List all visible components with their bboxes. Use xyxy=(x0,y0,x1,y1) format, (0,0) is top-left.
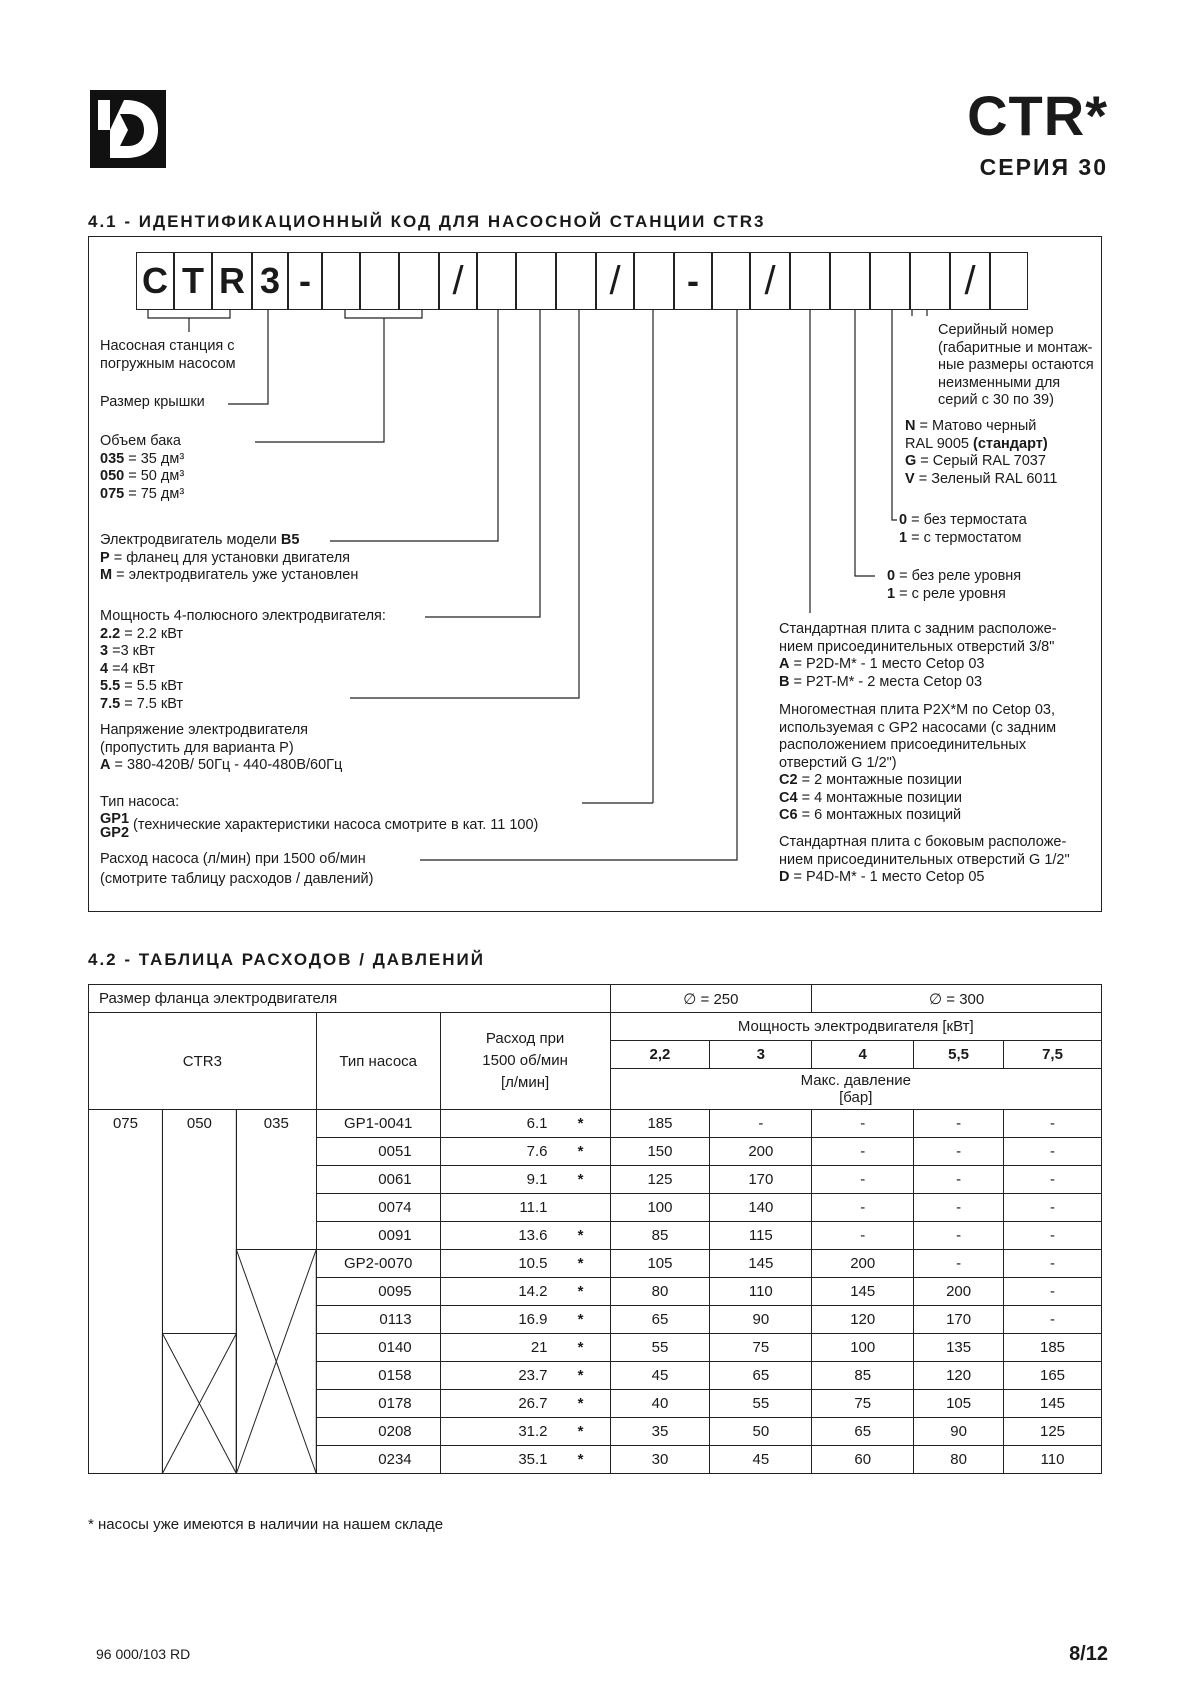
flange-250: ∅ = 250 xyxy=(610,985,812,1013)
pressure-cell: - xyxy=(812,1166,914,1194)
flow-number: 10.5 xyxy=(518,1255,548,1272)
label-color: N = Матово черный RAL 9005 (стандарт) G = Серый RAL 7037 V = Зеленый RAL 6011 xyxy=(905,418,1058,487)
pump-code: 0051 xyxy=(316,1138,440,1166)
pressure-cell: 65 xyxy=(812,1418,914,1446)
label-station: Насосная станция с погружным насосом xyxy=(100,338,236,372)
power-4: 4 xyxy=(812,1041,914,1069)
pump-code: 0095 xyxy=(316,1278,440,1306)
pressure-cell: 200 xyxy=(710,1138,812,1166)
pressure-cell: - xyxy=(812,1110,914,1138)
pressure-cell: - xyxy=(914,1110,1004,1138)
label-power: Мощность 4-полюсного электродвигателя: 2.2 = 2.2 кВт 3 =3 кВт 4 =4 кВт 5.5 = 5.5 кВт 7.5 = 7.5 кВт xyxy=(100,608,386,712)
pump-type-header: Тип насоса xyxy=(316,1013,440,1110)
pressure-cell: - xyxy=(1004,1306,1102,1334)
pressure-cell: - xyxy=(914,1194,1004,1222)
section-title-code: 4.1 - ИДЕНТИФИКАЦИОННЫЙ КОД ДЛЯ НАСОСНОЙ СТАНЦИИ CTR3 xyxy=(88,212,766,231)
pressure-cell: 125 xyxy=(610,1166,710,1194)
stock-star: * xyxy=(577,1115,584,1132)
code-cell: R xyxy=(212,252,252,310)
pressure-cell: 185 xyxy=(610,1110,710,1138)
code-cell: / xyxy=(596,252,634,310)
label-thermostat: 0 = без термостата 1 = с термостатом xyxy=(899,512,1027,546)
tank-size-2: 035 xyxy=(236,1110,316,1138)
flow-number: 26.7 xyxy=(518,1395,548,1412)
label-multi-plate: Многоместная плита P2X*M по Cetop 03, используемая с GP2 насосами (с задним расположением присоединительных отверстий G 1/2") C2 = 2 монтажные позиции C4 = 4 монтажные позиции C6 = 6 монтажных позиций xyxy=(779,702,1057,823)
stock-star: * xyxy=(577,1339,584,1356)
stock-star: * xyxy=(577,1367,584,1384)
label-serial: Серийный номер (габаритные и монтаж- ные размеры остаются неизменными для серий с 30 по 39) xyxy=(938,322,1094,408)
stock-star: * xyxy=(577,1255,584,1272)
pressure-cell: 145 xyxy=(710,1250,812,1278)
pressure-cell: 170 xyxy=(914,1306,1004,1334)
pressure-cell: 135 xyxy=(914,1334,1004,1362)
pressure-cell: - xyxy=(1004,1222,1102,1250)
pressure-cell: - xyxy=(914,1250,1004,1278)
pressure-cell: 145 xyxy=(812,1278,914,1306)
code-cell: C xyxy=(136,252,174,310)
pressure-cell: 140 xyxy=(710,1194,812,1222)
label-voltage: Напряжение электродвигателя (пропустить для варианта P) A = 380-420В/ 50Гц - 440-480В/60Гц xyxy=(100,722,343,773)
pressure-cell: 45 xyxy=(610,1362,710,1390)
code-cell: / xyxy=(439,252,477,310)
pressure-cell: 75 xyxy=(812,1390,914,1418)
pressure-cell: 200 xyxy=(914,1278,1004,1306)
code-cell: - xyxy=(674,252,712,310)
pressure-cell: - xyxy=(812,1222,914,1250)
brand-title: CTR* xyxy=(967,84,1108,147)
flow-number: 13.6 xyxy=(518,1227,548,1244)
power-2-2: 2,2 xyxy=(610,1041,710,1069)
label-pump-type: Тип насоса: GP1 GP2 (технические характеристики насоса смотрите в кат. 11 100) xyxy=(100,794,539,841)
code-cell: / xyxy=(750,252,790,310)
cross-out xyxy=(162,1334,236,1474)
pressure-cell: 185 xyxy=(1004,1334,1102,1362)
pressure-cell: 55 xyxy=(710,1390,812,1418)
footnote: * насосы уже имеются в наличии на нашем складе xyxy=(88,1516,444,1533)
pressure-cell: - xyxy=(914,1222,1004,1250)
pressure-cell: 85 xyxy=(812,1362,914,1390)
page-number: 8/12 xyxy=(1069,1643,1108,1665)
flange-300: ∅ = 300 xyxy=(812,985,1102,1013)
pump-code: GP1-0041 xyxy=(316,1110,440,1138)
label-flow: Расход насоса (л/мин) при 1500 об/мин (смотрите таблицу расходов / давлений) xyxy=(100,851,374,887)
pump-code: 0178 xyxy=(316,1390,440,1418)
pressure-cell: - xyxy=(914,1166,1004,1194)
pressure-cell: - xyxy=(1004,1138,1102,1166)
pressure-cell: - xyxy=(812,1138,914,1166)
pressure-cell: 75 xyxy=(710,1334,812,1362)
flow-number: 7.6 xyxy=(526,1143,548,1160)
code-cell: 3 xyxy=(252,252,288,310)
pressure-cell: 90 xyxy=(914,1418,1004,1446)
flow-header: Расход при 1500 об/мин [л/мин] xyxy=(440,1013,610,1110)
stock-star: * xyxy=(577,1423,584,1440)
max-pressure-header: Макс. давление [бар] xyxy=(610,1069,1101,1110)
pressure-cell: 80 xyxy=(914,1446,1004,1474)
pressure-cell: - xyxy=(1004,1194,1102,1222)
stock-star: * xyxy=(577,1451,584,1468)
pressure-cell: 65 xyxy=(710,1362,812,1390)
pressure-cell: 40 xyxy=(610,1390,710,1418)
label-cover: Размер крышки xyxy=(100,394,205,410)
cross-out xyxy=(236,1250,316,1474)
pressure-cell: 145 xyxy=(1004,1390,1102,1418)
tank-size-1: 050 xyxy=(162,1110,236,1138)
pressure-cell: 65 xyxy=(610,1306,710,1334)
code-cell: / xyxy=(950,252,990,310)
stock-star: * xyxy=(577,1171,584,1188)
document-number: 96 000/103 RD xyxy=(96,1646,191,1662)
power-3: 3 xyxy=(710,1041,812,1069)
pressure-cell: - xyxy=(1004,1166,1102,1194)
pump-code: 0234 xyxy=(316,1446,440,1474)
pump-code: 0091 xyxy=(316,1222,440,1250)
pressure-cell: - xyxy=(812,1194,914,1222)
flow-number: 14.2 xyxy=(518,1283,548,1300)
flange-label: Размер фланца электродвигателя xyxy=(89,985,611,1013)
pressure-cell: 150 xyxy=(610,1138,710,1166)
power-header: Мощность электродвигателя [кВт] xyxy=(610,1013,1101,1041)
flow-number: 16.9 xyxy=(518,1311,548,1328)
flow-number: 23.7 xyxy=(518,1367,548,1384)
pressure-cell: 85 xyxy=(610,1222,710,1250)
pressure-cell: - xyxy=(1004,1110,1102,1138)
pressure-cell: 115 xyxy=(710,1222,812,1250)
pressure-cell: 45 xyxy=(710,1446,812,1474)
label-level: 0 = без реле уровня 1 = с реле уровня xyxy=(887,568,1022,602)
stock-star: * xyxy=(577,1227,584,1244)
pressure-cell: - xyxy=(1004,1250,1102,1278)
pressure-cell: 100 xyxy=(812,1334,914,1362)
pressure-cell: 170 xyxy=(710,1166,812,1194)
label-tank: Объем бака 035 = 35 дм³ 050 = 50 дм³ 075 = 75 дм³ xyxy=(100,433,185,502)
flow-number: 21 xyxy=(530,1339,548,1356)
flow-number: 9.1 xyxy=(526,1171,548,1188)
stock-star: * xyxy=(577,1143,584,1160)
ctr3-header: CTR3 xyxy=(89,1013,317,1110)
pressure-cell: 35 xyxy=(610,1418,710,1446)
stock-star: * xyxy=(577,1283,584,1300)
flow-number: 35.1 xyxy=(518,1451,548,1468)
pressure-cell: 120 xyxy=(812,1306,914,1334)
pressure-cell: 90 xyxy=(710,1306,812,1334)
pressure-cell: 60 xyxy=(812,1446,914,1474)
pressure-cell: - xyxy=(914,1138,1004,1166)
pump-code: 0208 xyxy=(316,1418,440,1446)
tank-size-0: 075 xyxy=(89,1110,163,1138)
pressure-cell: 105 xyxy=(610,1250,710,1278)
label-side-plate: Стандартная плита с боковым расположе- нием присоединительных отверстий G 1/2" D = P4D-M* - 1 место Cetop 05 xyxy=(779,834,1070,885)
pressure-cell: 110 xyxy=(710,1278,812,1306)
pressure-cell: - xyxy=(710,1110,812,1138)
pressure-cell: 50 xyxy=(710,1418,812,1446)
power-5-5: 5,5 xyxy=(914,1041,1004,1069)
pressure-cell: 100 xyxy=(610,1194,710,1222)
flow-number: 6.1 xyxy=(526,1115,548,1132)
label-motor-model: Электродвигатель модели B5 P = фланец для установки двигателя M = электродвигатель уже установлен xyxy=(100,532,359,583)
stock-star: * xyxy=(577,1395,584,1412)
pressure-cell: 80 xyxy=(610,1278,710,1306)
brand-subtitle: СЕРИЯ 30 xyxy=(979,154,1108,180)
pressure-cell: 200 xyxy=(812,1250,914,1278)
power-7-5: 7,5 xyxy=(1004,1041,1102,1069)
pressure-cell: 120 xyxy=(914,1362,1004,1390)
stock-star: * xyxy=(577,1311,584,1328)
pump-code: 0074 xyxy=(316,1194,440,1222)
pressure-cell: 30 xyxy=(610,1446,710,1474)
flow-number: 11.1 xyxy=(519,1199,548,1216)
flow-number: 31.2 xyxy=(518,1423,548,1440)
code-cell: - xyxy=(288,252,322,310)
pressure-cell: 125 xyxy=(1004,1418,1102,1446)
label-plate: Стандартная плита с задним расположе- нием присоединительных отверстий 3/8" A = P2D-M* - 1 место Cetop 03 B = P2T-M* - 2 места Cetop 03 xyxy=(779,621,1057,690)
pressure-cell: 165 xyxy=(1004,1362,1102,1390)
pressure-cell: 110 xyxy=(1004,1446,1102,1474)
pump-code: 0061 xyxy=(316,1166,440,1194)
pump-code: 0158 xyxy=(316,1362,440,1390)
code-cell: T xyxy=(174,252,212,310)
pressure-cell: 55 xyxy=(610,1334,710,1362)
pressure-cell: - xyxy=(1004,1278,1102,1306)
pump-code: GP2-0070 xyxy=(316,1250,440,1278)
pump-code: 0113 xyxy=(316,1306,440,1334)
pressure-cell: 105 xyxy=(914,1390,1004,1418)
section-title-table: 4.2 - ТАБЛИЦА РАСХОДОВ / ДАВЛЕНИЙ xyxy=(88,950,485,969)
pump-code: 0140 xyxy=(316,1334,440,1362)
